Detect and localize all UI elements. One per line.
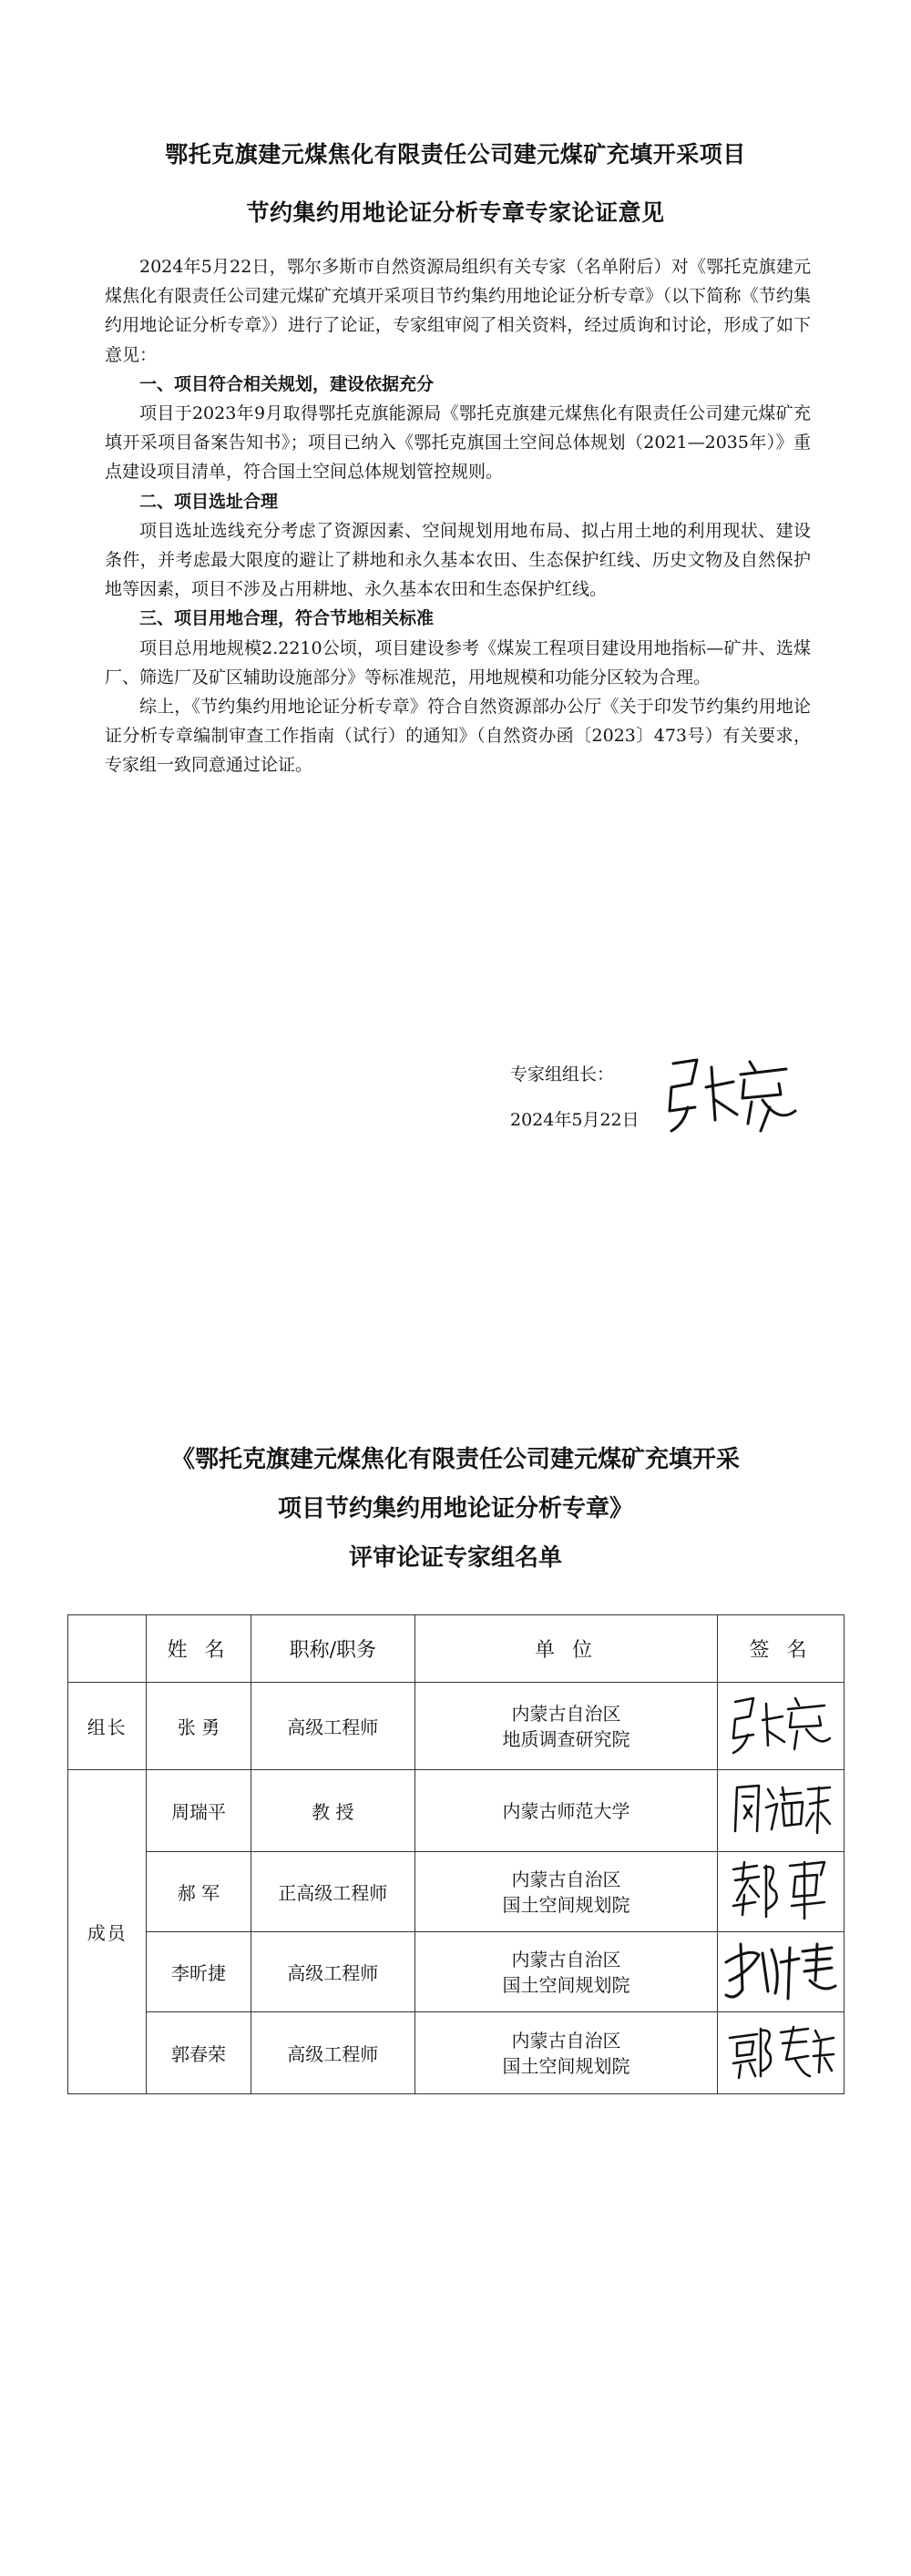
signature-zhang xyxy=(726,1689,835,1758)
unit-line: 内蒙古自治区 xyxy=(511,1948,621,1970)
section-heading: 一、项目符合相关规划，建设依据充分 xyxy=(139,373,435,394)
roster-title-line1: 《鄂托克旗建元煤焦化有限责任公司建元煤矿充填开采 xyxy=(170,1446,740,1473)
table-row xyxy=(68,1852,844,1932)
expert-title: 教 授 xyxy=(251,1770,415,1852)
header-unit: 单 位 xyxy=(415,1615,718,1683)
expert-name: 周瑞平 xyxy=(147,1770,251,1852)
signature-guo xyxy=(724,2018,837,2083)
section-text: 项目于2023年9月取得鄂托克旗能源局《鄂托克旗建元煤焦化有限责任公司建元煤矿充填开采项目备案告知书》；项目已纳入《鄂托克旗国土空间总体规划（2021—2035年）》重点建设项目清单，符合国土空间总体规划管控规则。 xyxy=(105,403,811,483)
expert-roster-table xyxy=(67,1614,844,2094)
signature-cell xyxy=(718,1932,844,2012)
unit-line: 内蒙古自治区 xyxy=(511,1702,621,1725)
expert-title: 高级工程师 xyxy=(251,1683,415,1770)
opinion-intro: 2024年5月22日，鄂尔多斯市自然资源局组织有关专家（名单附后）对《鄂托克旗建元煤焦化有限责任公司建元煤矿充填开采项目节约集约用地论证分析专章》（以下简称《节约集约用地论证分析专章》）进行了论证，专家组审阅了相关资料，经过质询和讨论，形成了如下意见： xyxy=(105,257,811,365)
opinion-body xyxy=(105,252,811,780)
expert-name: 李昕捷 xyxy=(147,1932,251,2012)
unit-line: 内蒙古师范大学 xyxy=(502,1799,630,1822)
expert-title: 高级工程师 xyxy=(251,2012,415,2094)
role-leader: 组长 xyxy=(68,1683,147,1770)
header-name: 姓 名 xyxy=(147,1615,251,1683)
table-row xyxy=(68,1770,844,1852)
signature-hao xyxy=(726,1855,835,1924)
header-title: 职称/职务 xyxy=(251,1615,415,1683)
header-role xyxy=(68,1615,147,1683)
section-text: 项目总用地规模2.2210公顷，项目建设参考《煤炭工程项目建设用地指标—矿井、选煤厂、筛选厂及矿区辅助设施部分》等标准规范，用地规模和功能分区较为合理。 xyxy=(105,637,811,687)
expert-unit xyxy=(415,1683,718,1770)
signature-cell xyxy=(718,1770,844,1852)
expert-title: 高级工程师 xyxy=(251,1932,415,2012)
expert-title: 正高级工程师 xyxy=(251,1852,415,1932)
signature-cell xyxy=(718,1852,844,1932)
expert-unit xyxy=(415,2012,718,2094)
table-row xyxy=(68,2012,844,2094)
section-heading: 三、项目用地合理，符合节地相关标准 xyxy=(139,608,435,629)
signature-zhou xyxy=(726,1777,835,1840)
signature-cell xyxy=(718,1683,844,1770)
unit-line: 内蒙古自治区 xyxy=(511,2029,621,2052)
expert-name: 张 勇 xyxy=(147,1683,251,1770)
unit-line: 地质调查研究院 xyxy=(502,1727,630,1750)
roster-title-line3: 评审论证专家组名单 xyxy=(348,1544,562,1572)
unit-line: 国土空间规划院 xyxy=(502,2054,630,2077)
expert-name: 郝 军 xyxy=(147,1852,251,1932)
unit-line: 内蒙古自治区 xyxy=(511,1868,621,1890)
expert-unit xyxy=(415,1932,718,2012)
leader-signature xyxy=(660,1047,806,1138)
opinion-title-line2: 节约集约用地论证分析专章专家论证意见 xyxy=(246,199,665,226)
role-member: 成员 xyxy=(68,1770,147,2094)
section-text: 项目选址选线充分考虑了资源因素、空间规划用地布局、拟占用土地的利用现状、建设条件，并考虑最大限度的避让了耕地和永久基本农田、生态保护红线、历史文物及自然保护地等因素，项目不涉及占用耕地、永久基本农田和生态保护红线。 xyxy=(105,520,811,600)
sign-label: 专家组组长： xyxy=(510,1064,615,1084)
header-sign: 签 名 xyxy=(718,1615,844,1683)
signature-li xyxy=(722,1935,839,2004)
sign-date: 2024年5月22日 xyxy=(510,1110,640,1130)
opinion-title-line1: 鄂托克旗建元煤焦化有限责任公司建元煤矿充填开采项目 xyxy=(165,141,746,168)
unit-line: 国土空间规划院 xyxy=(502,1893,630,1916)
roster-title-line2: 项目节约集约用地论证分析专章》 xyxy=(277,1495,633,1522)
unit-line: 国土空间规划院 xyxy=(502,1973,630,1996)
section-heading: 二、项目选址合理 xyxy=(139,491,279,512)
table-row xyxy=(68,1932,844,2012)
table-header-row xyxy=(68,1615,844,1683)
expert-unit xyxy=(415,1770,718,1852)
opinion-conclusion: 综上，《节约集约用地论证分析专章》符合自然资源部办公厅《关于印发节约集约用地论证分析专章编制审查工作指南（试行）的通知》（自然资办函〔2023〕473号）有关要求，专家组一致同意通过论证。 xyxy=(105,697,811,776)
expert-name: 郭春荣 xyxy=(147,2012,251,2094)
table-row xyxy=(68,1683,844,1770)
expert-unit xyxy=(415,1852,718,1932)
signature-cell xyxy=(718,2012,844,2094)
